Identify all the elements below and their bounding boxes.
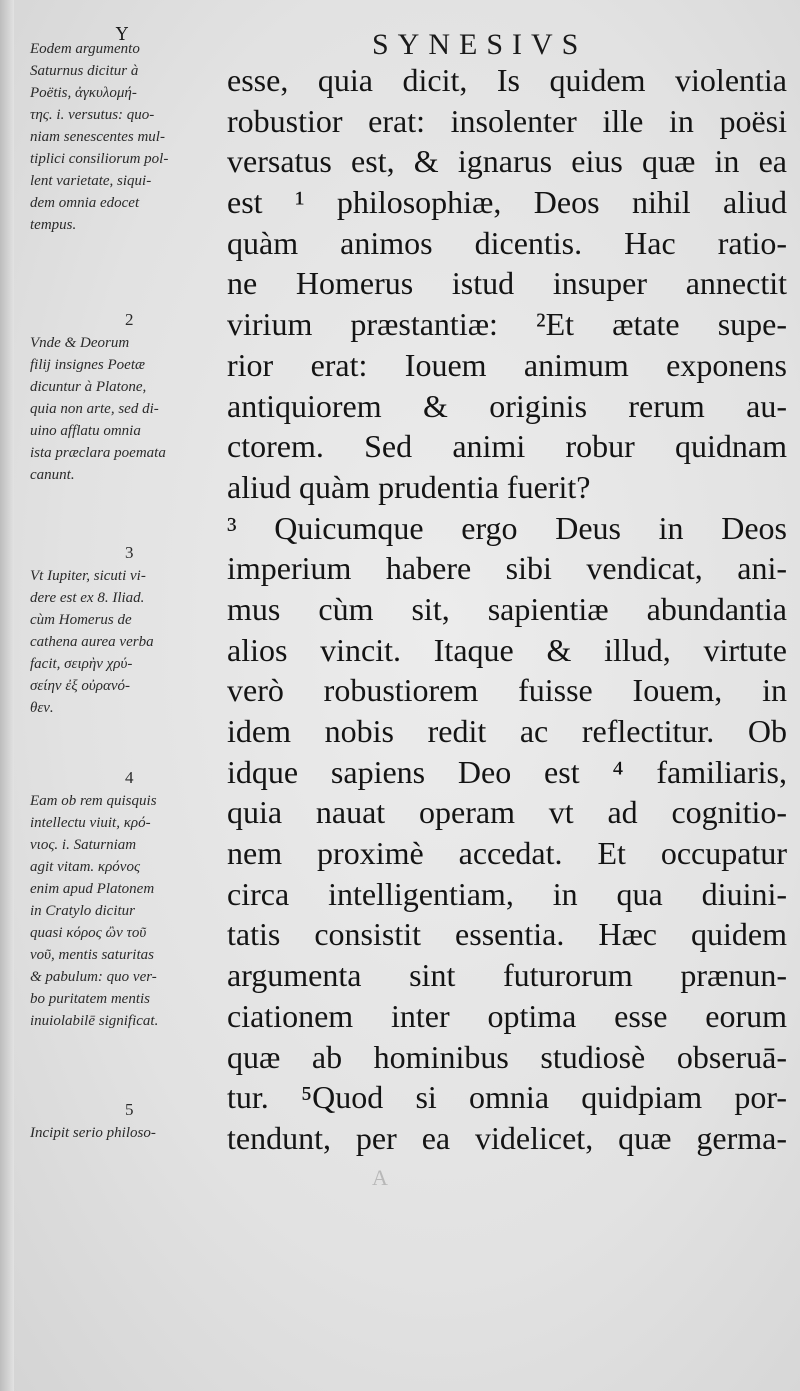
note-number: 3 [125, 543, 134, 562]
main-text-block [227, 60, 787, 1159]
note-number: 2 [125, 310, 134, 329]
note-line: niam senescentes mul- [30, 129, 165, 145]
marginal-note-4 [30, 768, 235, 1032]
note-line: Saturnus dicitur à [30, 63, 139, 79]
text-line: alios vincit. Itaque & illud, virtute [227, 631, 787, 668]
note-line: intellectu viuit, κρό- [30, 815, 151, 831]
note-line: της. i. versutus: quo- [30, 107, 155, 123]
note-line: uino afflatu omnia [30, 423, 141, 439]
note-line: νιος. i. Saturniam [30, 837, 137, 853]
text-line: ciationem inter optima esse eorum [227, 997, 787, 1034]
text-line: est ¹ philosophiæ, Deos nihil aliud [227, 184, 787, 221]
text-line: verò robustiorem fuisse Iouem, in [227, 672, 787, 709]
text-line: ³ Quicumque ergo Deus in Deos [227, 509, 787, 546]
page-edge-shadow [0, 0, 14, 1391]
text-line: virium præstantiæ: ²Et ætate supe- [227, 306, 787, 343]
note-line: Poëtis, ἀγκυλομή- [30, 85, 137, 101]
text-line: tendunt, per ea videlicet, quæ germa- [227, 1119, 787, 1156]
note-line: νοῦ, mentis saturitas [30, 947, 154, 963]
text-line: idem nobis redit ac reflectitur. Ob [227, 713, 787, 749]
marginal-note-1 [30, 38, 235, 236]
text-line: versatus est, & ignarus eius quæ in ea [227, 143, 787, 180]
note-number: 4 [125, 768, 134, 787]
note-line: tiplici consiliorum pol- [30, 151, 169, 167]
marginal-note-5 [30, 1100, 235, 1144]
note-line: lent varietate, siqui- [30, 173, 152, 189]
note-line: Eam ob rem quisquis [30, 793, 157, 809]
text-line: rior erat: Iouem animum exponens [227, 346, 787, 383]
note-line: Vnde & Deorum [30, 335, 130, 351]
note-line: dem omnia edocet [30, 195, 140, 211]
folio-mark: Y [116, 24, 128, 45]
note-line: dere est ex 8. Iliad. [30, 590, 145, 606]
note-line: cùm Homerus de [30, 612, 132, 628]
note-line: tempus. [30, 217, 77, 233]
text-line: antiquiorem & originis rerum au- [227, 387, 787, 424]
text-line: argumenta sint futurorum prænun- [227, 957, 787, 994]
running-head: SYNESIVS [372, 28, 588, 61]
show-through-mark: A [372, 1165, 388, 1190]
note-line: canunt. [30, 467, 75, 483]
note-line: cathena aurea verba [30, 634, 154, 650]
text-line: esse, quia dicit, Is quidem violentia [227, 62, 787, 98]
note-line: Eodem argumento [30, 41, 140, 57]
text-line: ne Homerus istud insuper annectit [227, 265, 787, 302]
text-line: quæ ab hominibus studiosè obseruā- [227, 1038, 787, 1075]
note-line: filij insignes Poetæ [30, 357, 145, 373]
note-line: θεν. [30, 700, 54, 716]
text-line: circa intelligentiam, in qua diuini- [227, 875, 787, 912]
note-line: Vt Iupiter, sicuti vi- [30, 568, 146, 584]
note-line: quasi κόρος ὢν τοῦ [30, 925, 147, 941]
note-line: σείην ἐξ οὐρανό- [30, 678, 131, 694]
note-line: enim apud Platonem [30, 881, 155, 897]
text-line: robustior erat: insolenter ille in poësi [227, 102, 787, 139]
text-line: tur. ⁵Quod si omnia quidpiam por- [227, 1079, 787, 1116]
text-line: quàm animos dicentis. Hac ratio- [227, 224, 787, 261]
note-line: quia non arte, sed di- [30, 401, 159, 417]
text-line: aliud quàm prudentia fuerit? [227, 468, 591, 505]
note-line: ista præclara poemata [30, 445, 166, 461]
text-line: idque sapiens Deo est ⁴ familiaris, [227, 753, 787, 790]
note-line: facit, σειρὴν χρύ- [30, 656, 133, 672]
note-line: inuiolabilē significat. [30, 1013, 159, 1029]
text-line: quia nauat operam vt ad cognitio- [227, 794, 787, 831]
marginal-note-2 [30, 310, 235, 486]
text-line: mus cùm sit, sapientiæ abundantia [227, 590, 787, 627]
text-line: tatis consistit essentia. Hæc quidem [227, 916, 787, 953]
note-line: bo puritatem mentis [30, 991, 150, 1007]
marginal-note-3 [30, 543, 235, 719]
note-number: 5 [125, 1100, 134, 1119]
note-line: & pabulum: quo ver- [30, 969, 157, 985]
note-line: Incipit serio philoso- [30, 1125, 156, 1141]
text-line: imperium habere sibi vendicat, ani- [227, 550, 787, 587]
note-line: dicuntur à Platone, [30, 379, 147, 395]
note-line: agit vitam. κρόνος [30, 859, 141, 875]
text-line: nem proximè accedat. Et occupatur [227, 835, 787, 872]
text-line: ctorem. Sed animi robur quidnam [227, 428, 787, 465]
note-line: in Cratylo dicitur [30, 903, 135, 919]
